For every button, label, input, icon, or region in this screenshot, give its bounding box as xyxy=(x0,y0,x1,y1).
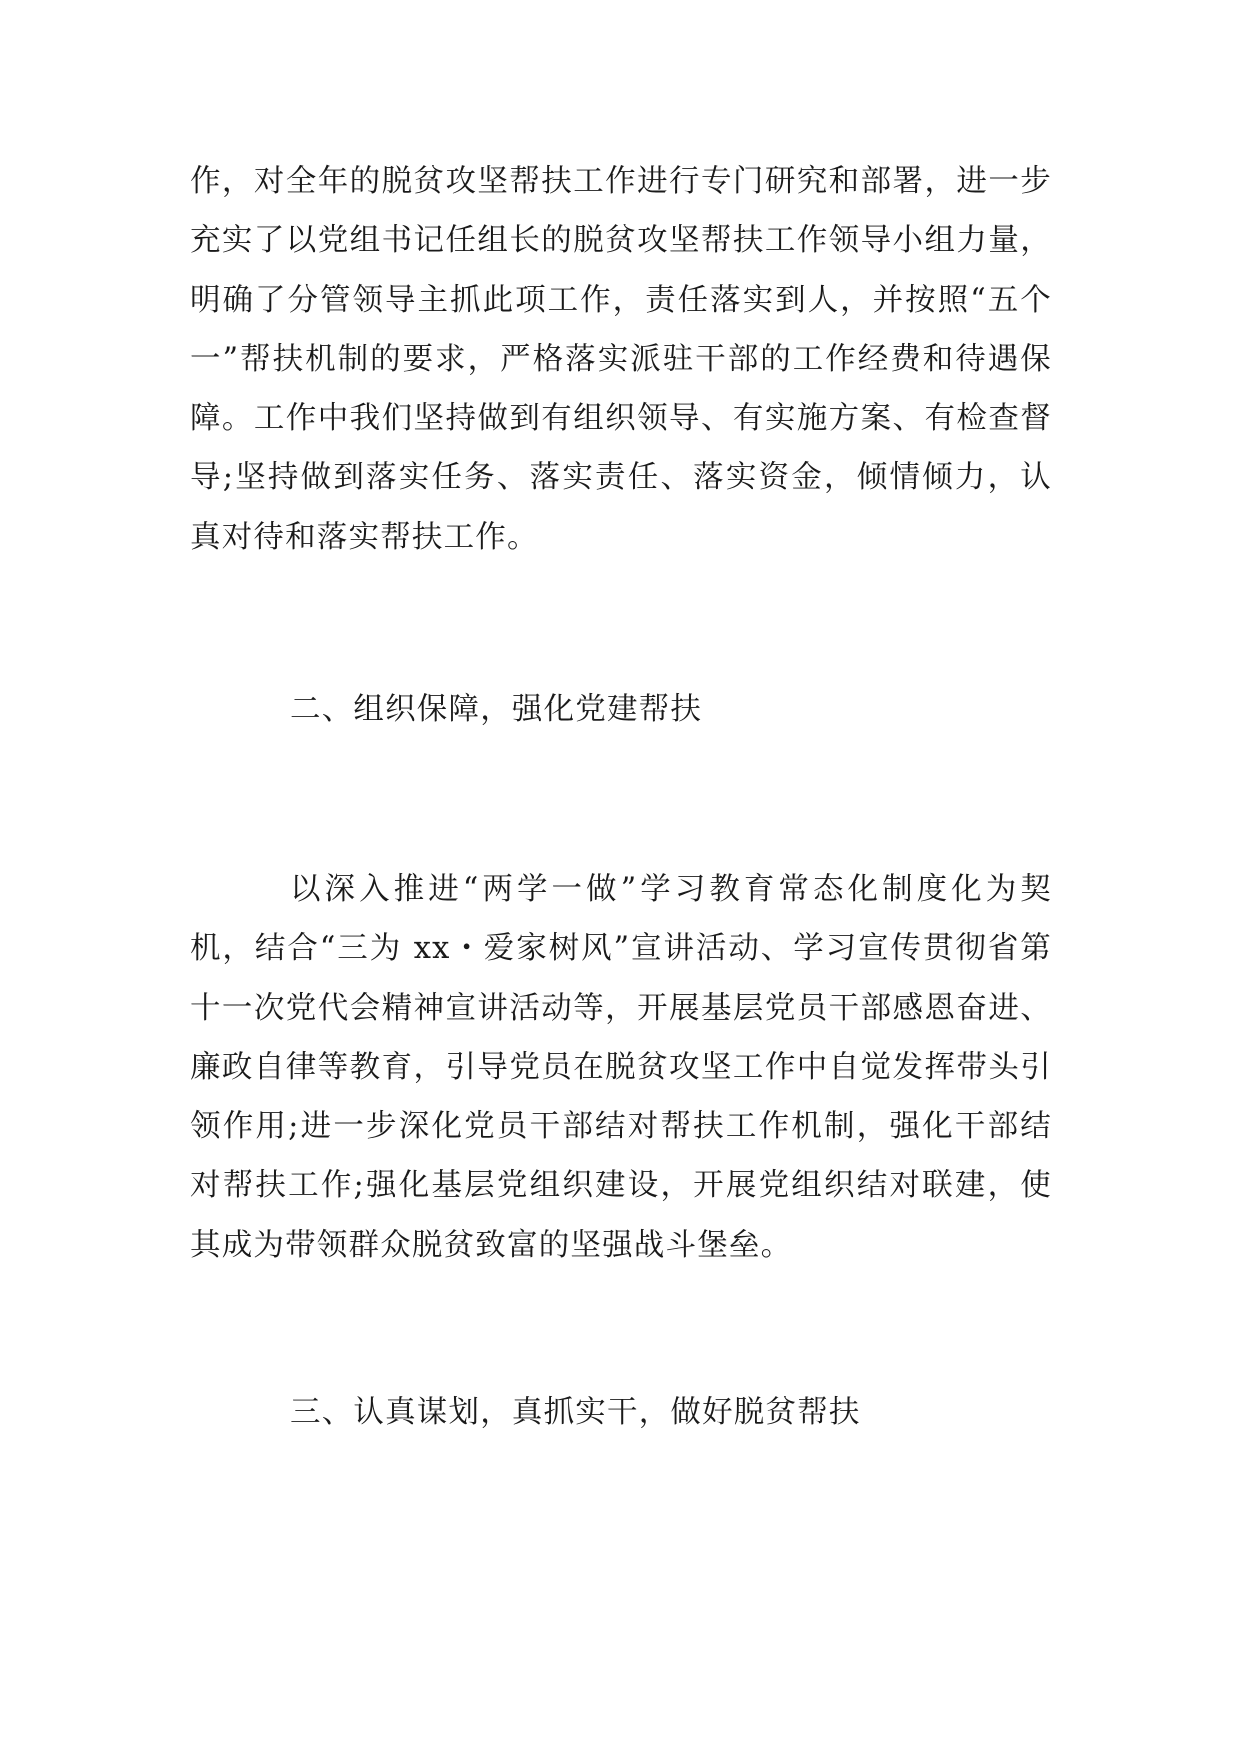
section-heading: 二、组织保障，强化党建帮扶 xyxy=(290,692,703,727)
body-paragraph: 作，对全年的脱贫攻坚帮扶工作进行专门研究和部署，进一步充实了以党组书记任组长的脱贫攻坚帮扶工作领导小组力量，明确了分管领导主抓此项工作，责任落实到人，并按照“五个一”帮扶机制的要求，严格落实派驻干部的工作经费和待遇保障。工作中我们坚持做到有组织领导、有实施方案、有检查督导;坚持做到落实任务、落实责任、落实资金，倾情倾力，认真对待和落实帮扶工作。 xyxy=(190,164,1052,555)
body-paragraph: 以深入推进“两学一做”学习教育常态化制度化为契机，结合“三为 xx・爱家树风”宣讲活动、学习宣传贯彻省第十一次党代会精神宣讲活动等，开展基层党员干部感恩奋进、廉政自律等教育，引导党员在脱贫攻坚工作中自觉发挥带头引领作用;进一步深化党员干部结对帮扶工作机制，强化干部结对帮扶工作;强化基层党组织建设，开展党组织结对联建，使其成为带领群众脱贫致富的坚强战斗堡垒。 xyxy=(190,872,1052,1263)
section-heading: 三、认真谋划，真抓实干，做好脱贫帮扶 xyxy=(290,1395,861,1430)
